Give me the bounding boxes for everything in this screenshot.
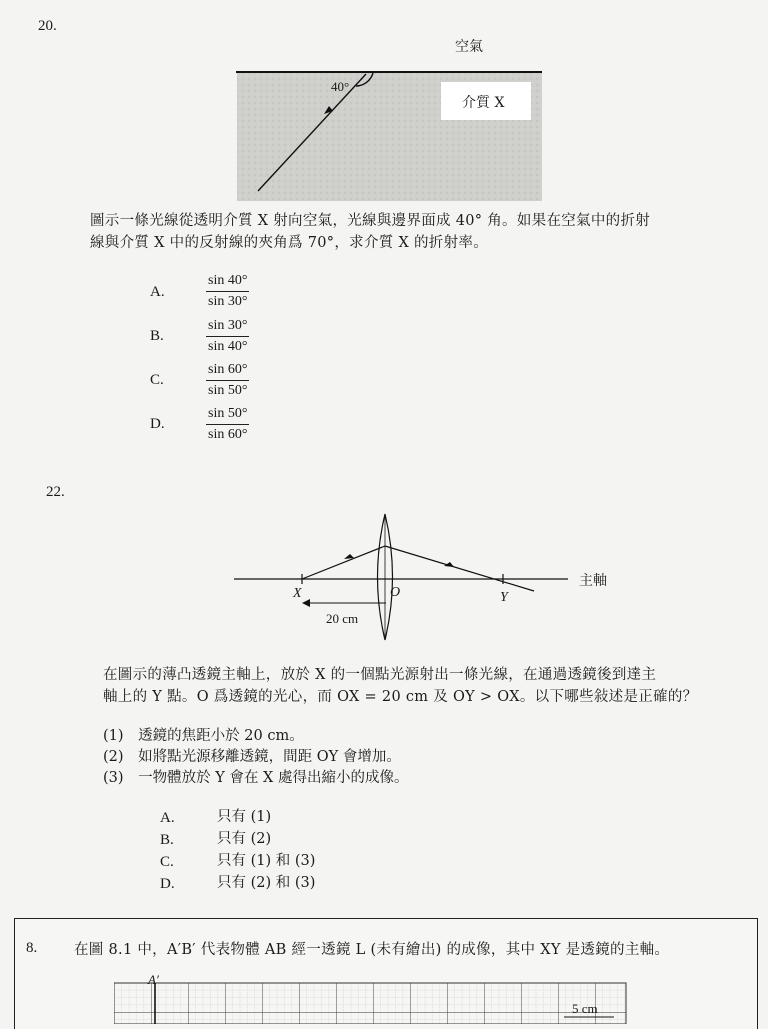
statement-3 <box>103 768 409 789</box>
statement-text: 如將點光源移離透鏡，間距 OY 會增加。 <box>138 749 401 765</box>
option-letter: C. <box>160 854 174 870</box>
option-letter: D. <box>160 876 175 892</box>
statement-text: 一物體放於 Y 會在 X 處得出縮小的成像。 <box>138 770 409 786</box>
statement-number: (1) <box>103 728 124 744</box>
incident-ray-arrowhead <box>344 554 354 559</box>
refracted-ray <box>385 546 534 591</box>
q20-option-a-fraction[interactable] <box>206 272 249 311</box>
incident-ray <box>302 546 385 579</box>
option-text: 只有 (2) <box>217 831 272 847</box>
grid-area <box>114 983 626 1024</box>
fraction-denominator: sin 30° <box>208 294 248 309</box>
option-text: 只有 (1) 和 (3) <box>217 853 316 869</box>
q20-option-a-letter[interactable]: A. <box>150 284 165 300</box>
question-20-number: 20. <box>38 18 57 34</box>
fraction-numerator: sin 30° <box>206 317 249 337</box>
angle-40-label: 40° <box>331 79 350 94</box>
q20-option-b-letter[interactable]: B. <box>150 328 164 344</box>
lens-diagram <box>230 510 580 650</box>
q22-stem-line2: 軸上的 Y 點。O 爲透鏡的光心，而 OX = 20 cm 及 OY > OX。以下哪些敍述是正確的？ <box>103 689 698 705</box>
air-label: 空氣 <box>455 39 483 55</box>
fraction-denominator: sin 50° <box>208 383 248 398</box>
fraction-numerator: sin 60° <box>206 361 249 381</box>
point-o-label: O <box>390 585 401 600</box>
statement-number: (3) <box>103 770 124 786</box>
medium-x-label: 介質 X <box>462 95 505 111</box>
statement-text: 透鏡的焦距小於 20 cm。 <box>138 728 304 744</box>
q22-option-c[interactable] <box>160 851 316 871</box>
statement-2 <box>103 747 401 768</box>
option-text: 只有 (2) 和 (3) <box>217 875 316 891</box>
q20-option-c-fraction[interactable] <box>206 361 249 400</box>
fraction-denominator: sin 40° <box>208 339 248 354</box>
statement-number: (2) <box>103 749 124 765</box>
q20-option-b-fraction[interactable] <box>206 317 249 356</box>
option-text: 只有 (1) <box>217 809 272 825</box>
q20-option-d-letter[interactable]: D. <box>150 416 165 432</box>
option-letter: B. <box>160 832 174 848</box>
statement-1 <box>103 726 304 747</box>
q20-stem-line2: 線與介質 X 中的反射線的夾角爲 70°，求介質 X 的折射率。 <box>90 235 488 251</box>
figure-8-1-grid <box>114 975 630 1024</box>
principal-axis-label: 主軸 <box>579 573 607 589</box>
question-8-number: 8. <box>26 940 38 956</box>
point-x-label: X <box>293 586 302 601</box>
fraction-denominator: sin 60° <box>208 427 248 442</box>
question-22-number: 22. <box>46 484 65 500</box>
q22-stem-line1: 在圖示的薄凸透鏡主軸上，放於 X 的一個點光源射出一條光線，在通過透鏡後到達主 <box>103 667 657 683</box>
q22-option-d[interactable] <box>160 873 316 893</box>
refraction-diagram <box>236 66 544 202</box>
q20-option-d-fraction[interactable] <box>206 405 249 444</box>
fraction-numerator: sin 50° <box>206 405 249 425</box>
option-letter: A. <box>160 810 175 826</box>
q20-option-c-letter[interactable]: C. <box>150 372 164 388</box>
distance-20cm-label: 20 cm <box>326 611 359 626</box>
q22-option-b[interactable] <box>160 829 272 849</box>
a-prime-label: A′ <box>148 972 159 987</box>
q20-stem-line1: 圖示一條光線從透明介質 X 射向空氣，光線與邊界面成 40° 角。如果在空氣中的折射 <box>90 213 651 229</box>
scale-5cm-label: 5 cm <box>572 1001 598 1016</box>
distance-arrowhead <box>302 599 310 607</box>
q22-option-a[interactable] <box>160 807 272 827</box>
fraction-numerator: sin 40° <box>206 272 249 292</box>
q8-stem: 在圖 8.1 中，A′B′ 代表物體 AB 經一透鏡 L (未有繪出) 的成像，其中 XY 是透鏡的主軸。 <box>74 942 670 958</box>
point-y-label: Y <box>500 590 508 605</box>
